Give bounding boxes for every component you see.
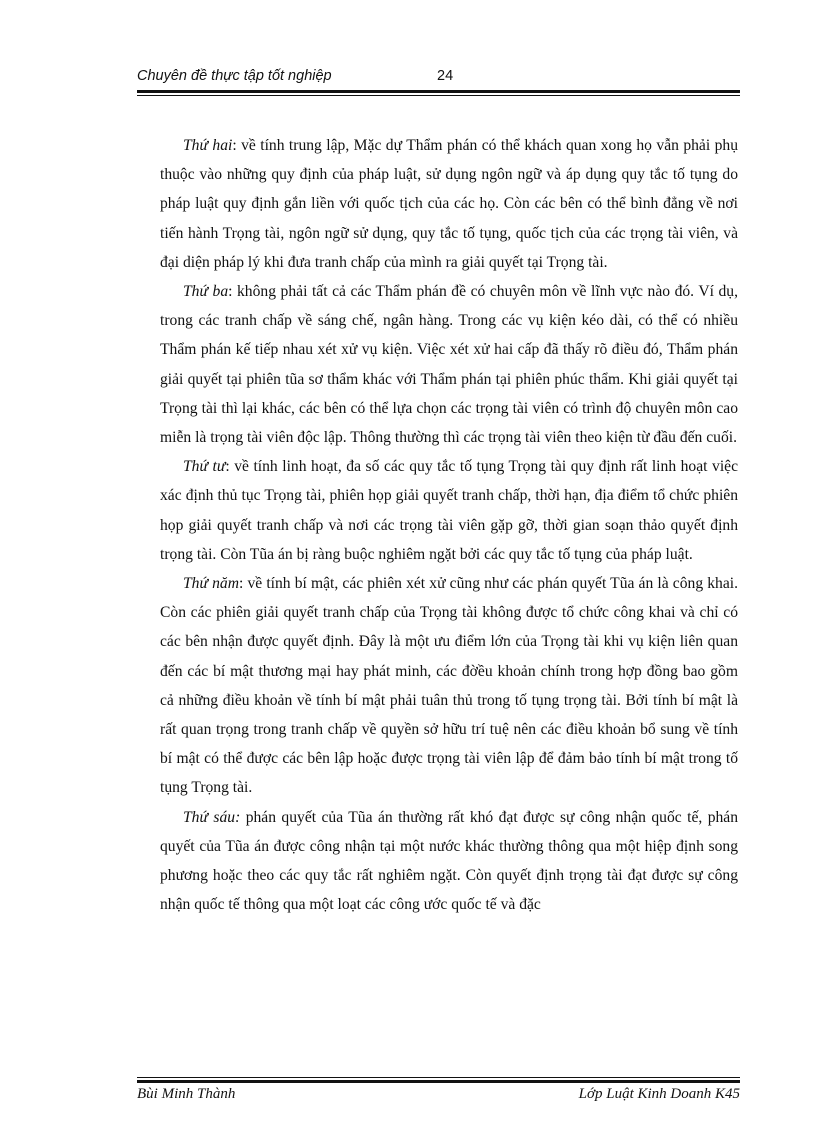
paragraph-thu-tu (160, 452, 738, 569)
page-footer (137, 1086, 740, 1108)
paragraph-thu-hai (160, 131, 738, 277)
paragraph-lead: Thứ ba (183, 283, 229, 301)
header-rule (137, 90, 740, 96)
paragraph-text: : về tính bí mật, các phiên xét xử cũng như các phán quyết Tũa án là công khai. Còn các phiên giải quyết tranh chấp của Trọng tài không được tổ chức công khai và chỉ có các bên nhận được quyết định. Đây là một ưu điểm lớn của Trọng tài khi vụ kiện liên quan đến các bí mật thương mại hay phát minh, các đờều khoản chính trong hợp đồng bao gồm cả những điều khoản về tính bí mật phải tuân thủ trong tố tụng trọng tài. Bởi tính bí mật là rất quan trọng trong tranh chấp về quyền sở hữu trí tuệ nên các điều khoản bổ sung về tính bí mật có thể được các bên lập hoặc được trọng tài viên lập để đảm bảo tính bí mật trong tố tụng Trọng tài. (160, 575, 739, 797)
footer-rule (137, 1077, 740, 1083)
paragraph-lead: Thứ sáu: (183, 808, 241, 826)
paragraph-thu-ba (160, 277, 738, 452)
paragraph-thu-nam (160, 569, 738, 803)
header-rule-thick (137, 90, 740, 93)
header-rule-thin (137, 95, 740, 96)
paragraph-lead: Thứ hai (183, 137, 233, 154)
footer-rule-thin (137, 1077, 740, 1078)
footer-rule-thick (137, 1080, 740, 1083)
footer-author: Bùi Minh Thành (137, 1086, 236, 1102)
paragraph-text: : về tính trung lập, Mặc dự Thẩm phán có thể khách quan xong họ vẫn phải phụ thuộc vào những quy định của pháp luật, sử dụng ngôn ngữ và áp dụng quy tắc tố tụng do pháp luật quy định gắn liền với quốc tịch của các họ. Còn các bên có thể bình đẳng về nơi tiến hành Trọng tài, ngôn ngữ sử dụng, quy tắc tố tụng, quốc tịch của các trọng tài viên, và đại diện pháp lý khi đưa tranh chấp của mình ra giải quyết tại Trọng tài. (160, 137, 739, 271)
footer-class: Lớp Luật Kinh Doanh K45 (578, 1086, 740, 1102)
document-body (160, 131, 738, 919)
page-number: 24 (437, 68, 454, 84)
paragraph-lead: Thứ năm (183, 575, 239, 593)
header-title: Chuyên đề thực tập tốt nghiệp (137, 68, 332, 84)
paragraph-text: : về tính linh hoạt, đa số các quy tắc tố tụng Trọng tài quy định rất linh hoạt việc xác định thủ tục Trọng tài, phiên họp giải quyết tranh chấp, thời hạn, địa điểm tổ chức phiên họp giải quyết tranh chấp và nơi các trọng tài viên gặp gỡ, thời gian soạn thảo quyết định trọng tài. Còn Tũa án bị ràng buộc nghiêm ngặt bởi các quy tắc tố tụng của pháp luật. (160, 458, 738, 563)
page-header (137, 68, 740, 92)
paragraph-text: phán quyết của Tũa án thường rất khó đạt được sự công nhận quốc tế, phán quyết của Tũa án được công nhận tại một nước khác thường thông qua một hiệp định song phương hoặc theo các quy tắc rất nghiêm ngặt. Còn quyết định trọng tài đạt được sự công nhận quốc tế thông qua một loạt các công ước quốc tế và đặc (160, 808, 739, 914)
paragraph-lead: Thứ tư (183, 458, 226, 476)
paragraph-text: : không phải tất cả các Thẩm phán đề có chuyên môn về lĩnh vực nào đó. Ví dụ, trong các tranh chấp về sáng chế, ngân hàng. Trong các vụ kiện kéo dài, có thể có nhiều Thẩm phán kế tiếp nhau xét xử vụ kiện. Việc xét xử hai cấp đã thấy rõ điều đó, Thẩm phán giải quyết tại phiên tũa sơ thẩm khác với Thẩm phán tại phiên phúc thẩm. Khi giải quyết tại Trọng tài thì lại khác, các bên có thể lựa chọn các trọng tài viên có trình độ chuyên môn cao miễn là trọng tài viên độc lập. Thông thường thì các trọng tài viên theo kiện từ đầu đến cuối. (160, 283, 738, 447)
paragraph-thu-sau (160, 803, 738, 920)
